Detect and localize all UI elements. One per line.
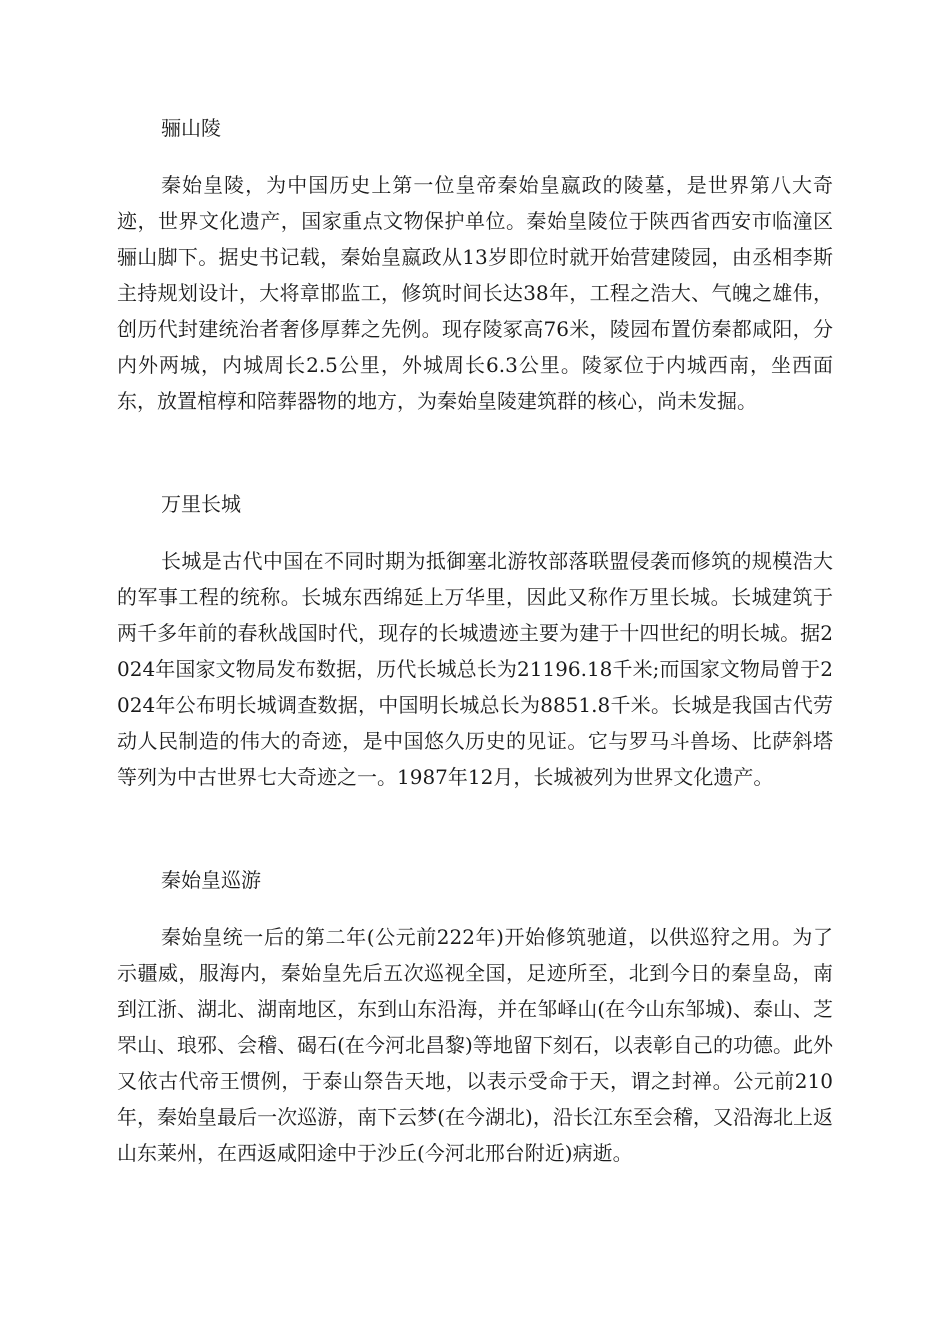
section-heading: 万里长城 (161, 492, 241, 516)
section-heading: 秦始皇巡游 (161, 868, 261, 892)
section-lishan-mausoleum (117, 110, 833, 419)
section-heading: 骊山陵 (161, 116, 221, 140)
section-qin-tours (117, 862, 833, 1171)
section-body: 长城是古代中国在不同时期为抵御塞北游牧部落联盟侵袭而修筑的规模浩大的军事工程的统称。长城东西绵延上万华里，因此又称作万里长城。长城建筑于两千多年前的春秋战国时代，现存的长城遗迹主要为建于十四世纪的明长城。据2024年国家文物局发布数据，历代长城总长为21196.18千米;而国家文物局曾于2024年公布明长城调查数据，中国明长城总长为8851.8千米。长城是我国古代劳动人民制造的伟大的奇迹，是中国悠久历史的见证。它与罗马斗兽场、比萨斜塔等列为中古世界七大奇迹之一。1987年12月，长城被列为世界文化遗产。 (117, 549, 833, 789)
section-great-wall (117, 486, 833, 795)
section-body: 秦始皇陵，为中国历史上第一位皇帝秦始皇嬴政的陵墓，是世界第八大奇迹，世界文化遗产，国家重点文物保护单位。秦始皇陵位于陕西省西安市临潼区骊山脚下。据史书记载，秦始皇嬴政从13岁即位时就开始营建陵园，由丞相李斯主持规划设计，大将章邯监工，修筑时间长达38年，工程之浩大、气魄之雄伟，创历代封建统治者奢侈厚葬之先例。现存陵冢高76米，陵园布置仿秦都咸阳，分内外两城，内城周长2.5公里，外城周长6.3公里。陵冢位于内城西南，坐西面东，放置棺椁和陪葬器物的地方，为秦始皇陵建筑群的核心，尚未发掘。 (117, 173, 833, 413)
section-body: 秦始皇统一后的第二年(公元前222年)开始修筑驰道，以供巡狩之用。为了示疆威，服海内，秦始皇先后五次巡视全国，足迹所至，北到今日的秦皇岛，南到江浙、湖北、湖南地区，东到山东沿海，并在邹峄山(在今山东邹城)、泰山、芝罘山、琅邪、会稽、碣石(在今河北昌黎)等地留下刻石，以表彰自己的功德。此外又依古代帝王惯例，于泰山祭告天地，以表示受命于天，谓之封禅。公元前210年，秦始皇最后一次巡游，南下云梦(在今湖北)，沿长江东至会稽，又沿海北上返山东莱州，在西返咸阳途中于沙丘(今河北邢台附近)病逝。 (117, 925, 833, 1165)
